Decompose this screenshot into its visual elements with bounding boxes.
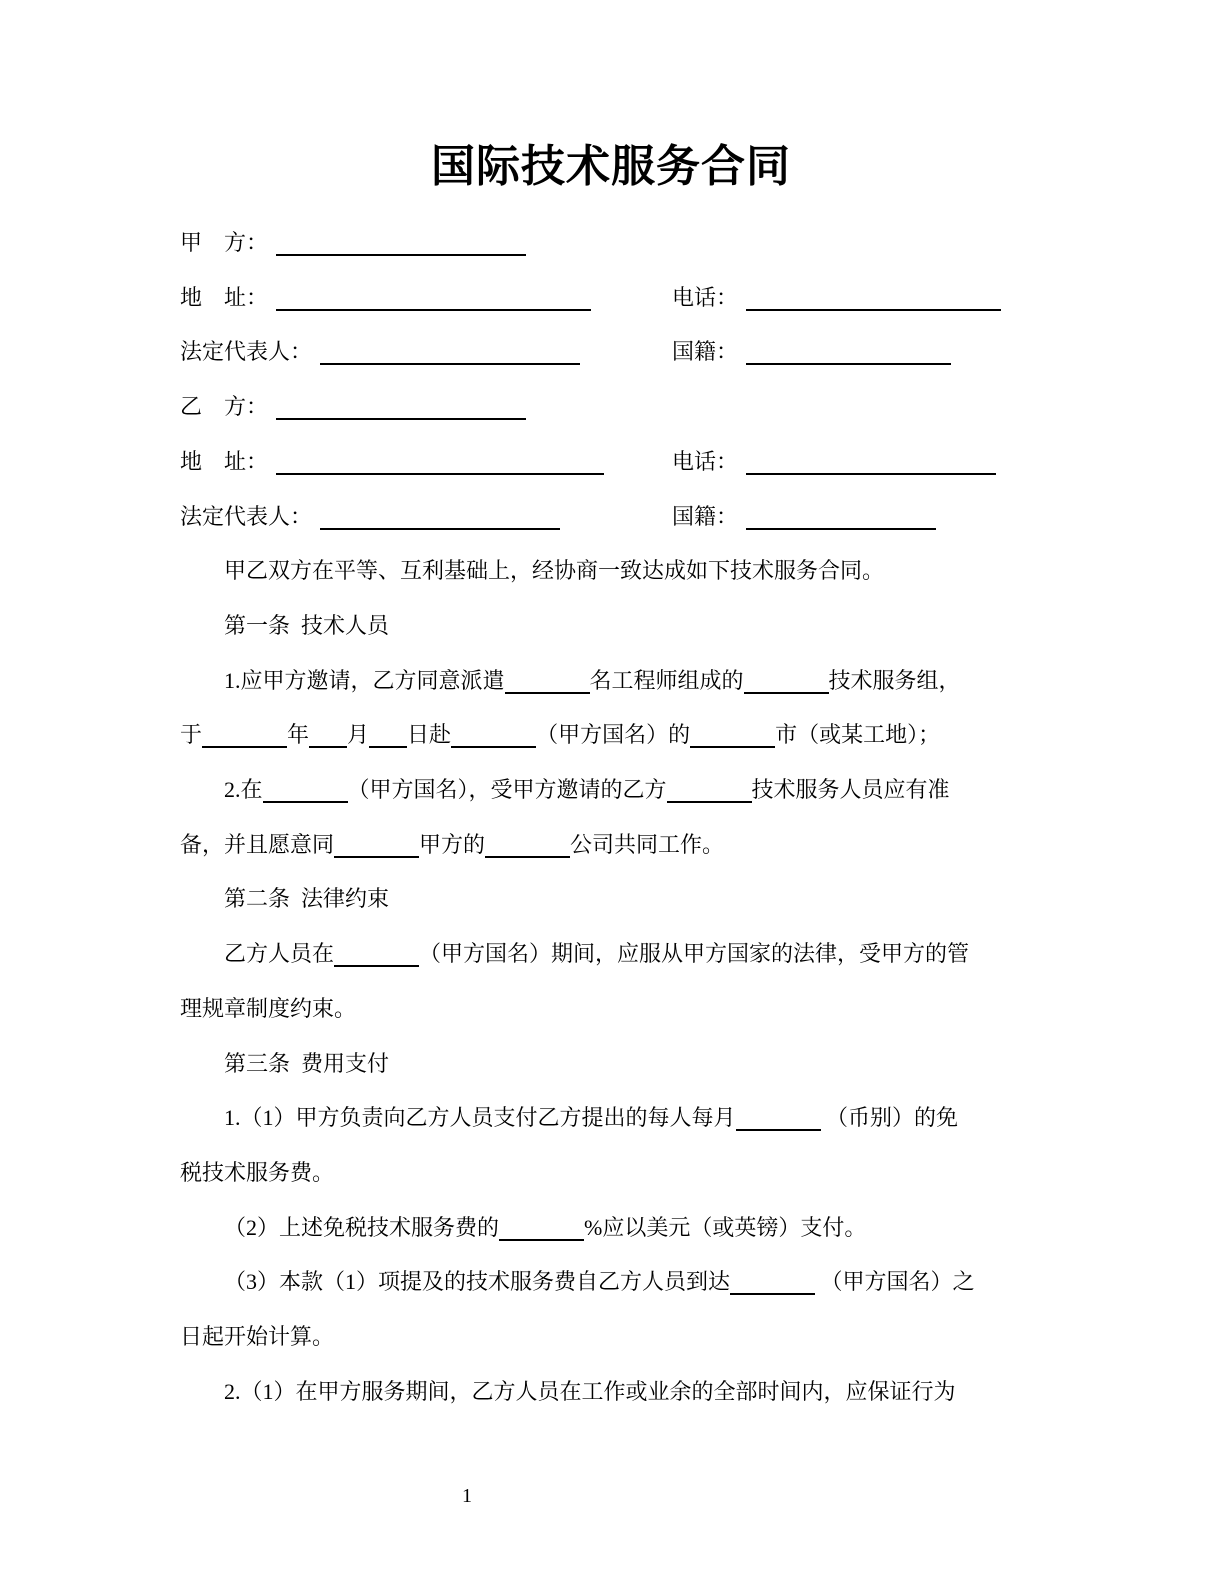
text-run: 1.（1）甲方负责向乙方人员支付乙方提出的每人每月 <box>224 1105 736 1131</box>
blank-field[interactable] <box>736 1127 821 1131</box>
text-run: （甲方国名）之 <box>815 1269 975 1295</box>
field-label: 甲 方： <box>180 230 269 255</box>
blank-field[interactable] <box>746 361 951 365</box>
text-run: 第一条 技术人员 <box>224 612 390 638</box>
text-run: 技术服务人员应有准 <box>751 777 950 803</box>
form-field <box>672 271 1001 326</box>
field-label: 国籍： <box>672 339 739 365</box>
paragraph-article1-clause2 <box>180 763 1042 872</box>
text-run: 备，并且愿意同 <box>180 831 335 857</box>
text-line <box>180 1146 1042 1201</box>
text-line <box>180 927 1042 982</box>
blank-field[interactable] <box>276 416 526 420</box>
form-field <box>180 490 672 545</box>
blank-field[interactable] <box>690 744 775 748</box>
text-run: 日起开始计算。 <box>180 1324 335 1350</box>
text-line <box>180 1365 1042 1420</box>
text-run: （甲方国名）的 <box>536 722 691 748</box>
form-field <box>180 435 672 490</box>
blank-field[interactable] <box>730 1291 815 1295</box>
form-row <box>180 271 1042 326</box>
text-line <box>180 544 1042 599</box>
text-run: （甲方国名）期间，应服从甲方国家的法律，受甲方的管 <box>419 941 970 967</box>
text-run: 年 <box>287 722 310 748</box>
text-line <box>180 1091 1042 1146</box>
text-run: 2.在 <box>224 777 263 803</box>
blank-field[interactable] <box>505 690 590 694</box>
text-run: 公司共同工作。 <box>570 831 725 857</box>
text-line <box>180 654 1042 709</box>
form-field <box>180 271 672 326</box>
form-row <box>180 435 1042 490</box>
form-field <box>180 380 526 435</box>
text-line <box>180 1310 1042 1365</box>
paragraph-preamble <box>180 544 1042 599</box>
text-run: 月 <box>347 722 370 748</box>
text-line <box>180 818 1042 873</box>
field-label: 电话： <box>672 448 739 474</box>
paragraph-article3-clause2-item1 <box>180 1365 1042 1420</box>
blank-field[interactable] <box>320 361 580 365</box>
form-row <box>180 325 1042 380</box>
paragraph-article1-clause1 <box>180 654 1042 763</box>
heading-article-2 <box>180 872 1042 927</box>
text-run: 乙方人员在 <box>224 941 335 967</box>
field-label: 国籍： <box>672 503 739 529</box>
blank-field[interactable] <box>334 854 419 858</box>
text-line <box>180 872 1042 927</box>
form-field <box>672 490 936 545</box>
field-label: 乙 方： <box>180 394 269 420</box>
text-line <box>180 1037 1042 1092</box>
blank-field[interactable] <box>744 690 829 694</box>
text-line <box>180 1201 1042 1256</box>
text-run: 税技术服务费。 <box>180 1159 335 1185</box>
paragraph-article3-clause1-item1 <box>180 1091 1042 1200</box>
form-row <box>180 216 1042 271</box>
blank-field[interactable] <box>499 1237 584 1241</box>
text-line <box>180 763 1042 818</box>
form-row <box>180 490 1042 545</box>
text-run: 理规章制度约束。 <box>180 995 357 1021</box>
form-row <box>180 380 1042 435</box>
paragraph-article3-clause1-item2 <box>180 1201 1042 1256</box>
blank-field[interactable] <box>202 744 287 748</box>
text-run: 第二条 法律约束 <box>224 886 390 912</box>
paragraph-article3-clause1-item3 <box>180 1255 1042 1364</box>
text-run: （3）本款（1）项提及的技术服务费自乙方人员到达 <box>224 1269 731 1295</box>
page-number: 1 <box>462 1485 472 1507</box>
blank-field[interactable] <box>276 307 591 311</box>
text-run: 技术服务组， <box>828 667 961 693</box>
text-run: 于 <box>180 722 203 748</box>
blank-field[interactable] <box>263 799 348 803</box>
blank-field[interactable] <box>309 744 347 748</box>
form-field <box>180 216 526 271</box>
text-run: 2.（1）在甲方服务期间，乙方人员在工作或业余的全部时间内，应保证行为 <box>224 1378 956 1404</box>
heading-article-3 <box>180 1037 1042 1092</box>
blank-field[interactable] <box>746 526 936 530</box>
text-run: 市（或某工地）； <box>775 722 941 748</box>
field-label: 法定代表人： <box>180 503 313 529</box>
blank-field[interactable] <box>746 307 1001 311</box>
form-field <box>180 325 672 380</box>
blank-field[interactable] <box>369 744 407 748</box>
text-run: （币别）的免 <box>820 1105 959 1131</box>
form-field <box>672 325 951 380</box>
blank-field[interactable] <box>334 963 419 967</box>
text-run: 日赴 <box>407 722 452 748</box>
blank-field[interactable] <box>320 526 560 530</box>
paragraph-article2-body <box>180 927 1042 1036</box>
text-run: 甲方的 <box>419 831 486 857</box>
text-run: 甲乙双方在平等、互利基础上，经协商一致达成如下技术服务合同。 <box>224 558 885 584</box>
blank-field[interactable] <box>451 744 536 748</box>
text-run: （甲方国名），受甲方邀请的乙方 <box>347 777 667 803</box>
document-title: 国际技术服务合同 <box>431 141 791 192</box>
text-run: （2）上述免税技术服务费的 <box>224 1214 500 1240</box>
blank-field[interactable] <box>667 799 752 803</box>
form-field <box>672 435 996 490</box>
text-line <box>180 708 1042 763</box>
party-info-form <box>180 216 1042 544</box>
field-label: 地 址： <box>180 284 269 310</box>
field-label: 法定代表人： <box>180 339 313 365</box>
text-run: 名工程师组成的 <box>589 667 744 693</box>
blank-field[interactable] <box>746 471 996 475</box>
field-label: 电话： <box>672 284 739 310</box>
blank-field[interactable] <box>485 854 570 858</box>
text-run: %应以美元（或英镑）支付。 <box>584 1214 867 1240</box>
heading-article-1 <box>180 599 1042 654</box>
text-run: 1.应甲方邀请，乙方同意派遣 <box>224 667 505 693</box>
blank-field[interactable] <box>276 252 526 256</box>
text-line <box>180 1255 1042 1310</box>
field-label: 地 址： <box>180 448 269 474</box>
text-run: 第三条 费用支付 <box>224 1050 390 1076</box>
text-line <box>180 599 1042 654</box>
blank-field[interactable] <box>276 471 604 475</box>
text-line <box>180 982 1042 1037</box>
contract-body <box>180 544 1042 1419</box>
